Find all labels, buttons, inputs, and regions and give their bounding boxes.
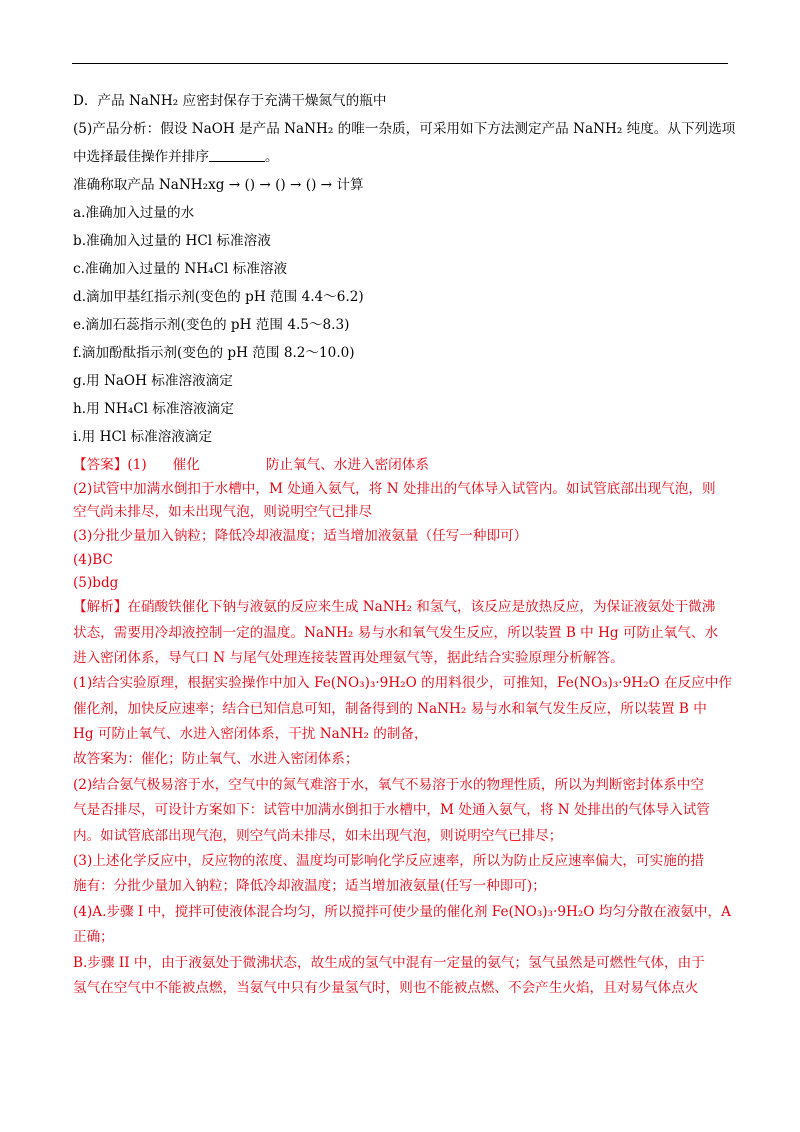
- analysis-line: (2)结合氨气极易溶于水，空气中的氮气难溶于水，氧气不易溶于水的物理性质，所以为判断密封体系中空: [73, 776, 704, 793]
- choice-h: h.用 NH₄Cl 标准溶液滴定: [73, 401, 234, 417]
- analysis-line: 氢气在空气中不能被点燃，当氨气中只有少量氢气时，则也不能被点燃、不会产生火焰，且对易气体点火: [73, 979, 699, 996]
- analysis-line: B.步骤 II 中，由于液氨处于微沸状态，故生成的氢气中混有一定量的氨气；氢气虽然是可燃性气体，由于: [73, 954, 705, 971]
- q5-line-2: [73, 148, 729, 176]
- analysis-line: 施有：分批少量加入钠粒；降低冷却液温度；适当增加液氨量(任写一种即可)；: [73, 878, 546, 895]
- choice-i: i.用 HCl 标准溶液滴定: [73, 429, 213, 445]
- choice-b: b.准确加入过量的 HCl 标准溶液: [73, 233, 271, 249]
- q5-line-1: (5)产品分析：假设 NaOH 是产品 NaNH₂ 的唯一杂质，可采用如下方法测定产品 NaNH₂ 纯度。从下列选项: [73, 121, 736, 137]
- answer-3: (3)分批少量加入钠粒；降低冷却液温度；适当增加液氨量（任写一种即可）: [73, 528, 528, 545]
- analysis-line: Hg 可防止氧气、水进入密闭体系，干扰 NaNH₂ 的制备，: [73, 726, 428, 743]
- q5-line-2-end: 。: [264, 149, 279, 165]
- document-page: [73, 92, 736, 1004]
- answer-4: (4)BC: [73, 551, 113, 568]
- header-rule: [72, 63, 728, 64]
- answer-label: 【答案】: [73, 457, 128, 473]
- choice-a: a.准确加入过量的水: [73, 205, 195, 221]
- choice-e: e.滴加石蕊指示剂(变色的 pH 范围 4.5～8.3): [73, 317, 350, 333]
- answer-5: (5)bdg: [73, 575, 119, 592]
- answer-blank: [209, 149, 265, 162]
- choice-d: d.滴加甲基红指示剂(变色的 pH 范围 4.4～6.2): [73, 289, 364, 305]
- choice-c: c.准确加入过量的 NH₄Cl 标准溶液: [73, 261, 288, 277]
- answer-1-part-1: 催化: [172, 457, 200, 473]
- analysis-line: 故答案为：催化；防止氧气、水进入密闭体系；: [73, 751, 359, 768]
- analysis-line: (1)结合实验原理，根据实验操作中加入 Fe(NO₃)₃·9H₂O 的用料很少，可推知，Fe(NO₃)₃·9H₂O 在反应中作: [73, 675, 733, 692]
- answer-1-number: (1): [127, 457, 147, 473]
- analysis-line: 进入密闭体系，导气口 N 与尾气处理连接装置再处理氨气等，据此结合实验原理分析解答。: [73, 649, 624, 666]
- answer-line-1: [73, 456, 729, 480]
- option-d: D．产品 NaNH₂ 应密封保存于充满干燥氮气的瓶中: [73, 93, 387, 109]
- analysis-line: (3)上述化学反应中，反应物的浓度、温度均可影响化学反应速率，所以为防止反应速率偏大，可实施的措: [73, 853, 704, 870]
- analysis-line: 气是否排尽，可设计方案如下：试管中加满水倒扣于水槽中，M 处通入氨气，将 N 处排出的气体导入试管: [73, 802, 710, 819]
- q5-line-2-text: 中选择最佳操作并排序: [73, 149, 209, 165]
- choice-f: f.滴加酚酞指示剂(变色的 pH 范围 8.2～10.0): [73, 345, 355, 361]
- answer-2-line-2: 空气尚未排尽，如未出现气泡，则说明空气已排尽: [73, 504, 373, 521]
- analysis-line: 内。如试管底部出现气泡，则空气尚未排尽，如未出现气泡，则说明空气已排尽；: [73, 827, 563, 844]
- choice-g: g.用 NaOH 标准溶液滴定: [73, 373, 233, 389]
- analysis-line: 状态，需要用冷却液控制一定的温度。NaNH₂ 易与水和氧气发生反应，所以装置 B 中 Hg 可防止氧气、水: [73, 624, 719, 641]
- analysis-line: 【解析】在硝酸铁催化下钠与液氨的反应来生成 NaNH₂ 和氢气，该反应是放热反应，为保证液氨处于微沸: [73, 599, 716, 616]
- procedure-line: 准确称取产品 NaNH₂xg → () → () → () → 计算: [73, 177, 364, 193]
- answer-2-line-1: (2)试管中加满水倒扣于水槽中，M 处通入氨气，将 N 处排出的气体导入试管内。如试管底部出现气泡，则: [73, 480, 716, 497]
- analysis-line: 正确；: [73, 929, 114, 946]
- analysis-line: (4)A.步骤 I 中，搅拌可使液体混合均匀，所以搅拌可使少量的催化剂 Fe(NO₃)₃·9H₂O 均匀分散在液氨中，A: [73, 903, 731, 920]
- answer-1-part-2: 防止氧气、水进入密闭体系: [265, 457, 429, 473]
- analysis-line: 催化剂，加快反应速率；结合已知信息可知，制备得到的 NaNH₂ 易与水和氧气发生反应，所以装置 B 中: [73, 700, 707, 717]
